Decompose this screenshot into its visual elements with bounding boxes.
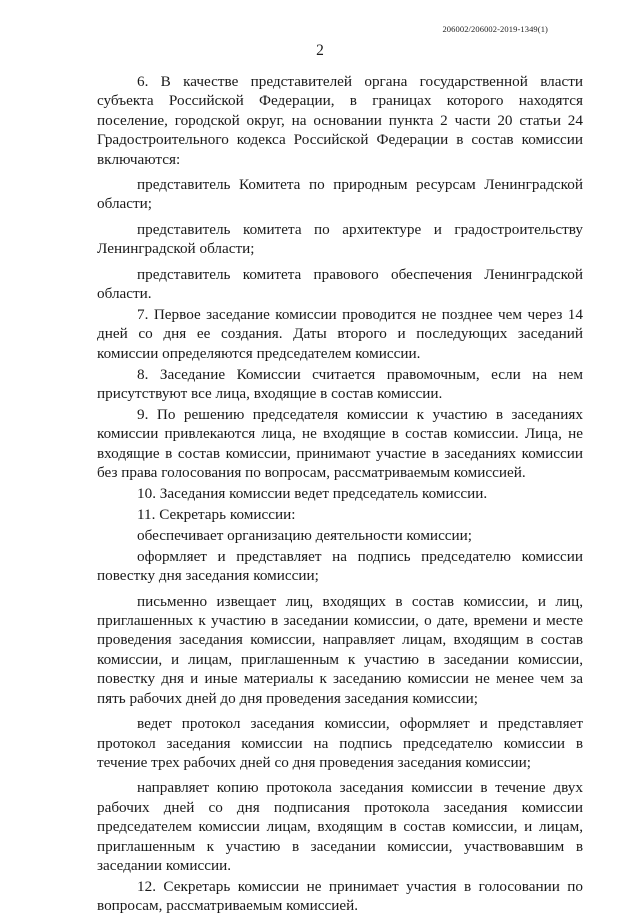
paragraph-9: 9. По решению председателя комиссии к участию в заседаниях комиссии привлекаются лица, не входящие в состав комиссии. Лица, не входящие в состав комиссии, принимают участие в заседаниях комиссии без права голосования по вопросам, рассматриваемым комиссией. xyxy=(97,406,583,482)
paragraph-6: 6. В качестве представителей органа государственной власти субъекта Российской Федерации, в границах которого находятся поселение, городской округ, на основании пункта 2 части 20 статьи 24 Градостроительного кодекса Российской Федерации в состав комиссии включаются: xyxy=(97,73,583,168)
list-item-natural-resources: представитель Комитета по природным ресурсам Ленинградской области; xyxy=(97,176,583,213)
duty-notification: письменно извещает лиц, входящих в состав комиссии, и лиц, приглашенных к участию в заседании комиссии, о дате, времени и месте проведения заседания комиссии, направляет лицам, входящим в состав комиссии, и лицам, приглашенным к участию в заседании комиссии, повестку дня и иные материалы к заседанию комиссии не менее чем за пять рабочих дней до дня проведения заседания комиссии; xyxy=(97,592,583,707)
duty-organization: обеспечивает организацию деятельности комиссии; xyxy=(137,526,473,544)
duty-agenda: оформляет и представляет на подпись председателю комиссии повестку дня заседания комиссии; xyxy=(97,547,583,585)
duty-protocol: ведет протокол заседания комиссии, оформляет и представляет протокол заседания комиссии на подпись председателю комиссии в течение трех рабочих дней со дня проведения заседания комиссии; xyxy=(97,715,583,771)
document-id: 206002/206002-2019-1349(1) xyxy=(442,24,548,34)
document-body xyxy=(97,72,583,917)
list-item-legal: представитель комитета правового обеспечения Ленинградской области. xyxy=(97,265,583,303)
paragraph-12: 12. Секретарь комиссии не принимает участия в голосовании по вопросам, рассматриваемым комиссией. xyxy=(97,877,583,915)
paragraph-8: 8. Заседание Комиссии считается правомочным, если на нем присутствуют все лица, входящие в состав комиссии. xyxy=(97,365,583,403)
page-number: 2 xyxy=(316,42,324,59)
paragraph-11: 11. Секретарь комиссии: xyxy=(137,506,296,524)
duty-protocol-copy: направляет копию протокола заседания комиссии в течение двух рабочих дней со дня подписания протокола заседания комиссии председателем комиссии лицам, входящим в состав комиссии, и лицам, приглашенным к участию в заседании комиссии, участвовавшим в заседании комиссии. xyxy=(97,779,583,874)
paragraph-7: 7. Первое заседание комиссии проводится не позднее чем через 14 дней со дня ее создания. Даты второго и последующих заседаний комиссии определяются председателем комиссии. xyxy=(97,305,583,362)
paragraph-10: 10. Заседания комиссии ведет председатель комиссии. xyxy=(137,485,488,503)
list-item-architecture: представитель комитета по архитектуре и градостроительству Ленинградской области; xyxy=(97,220,583,258)
